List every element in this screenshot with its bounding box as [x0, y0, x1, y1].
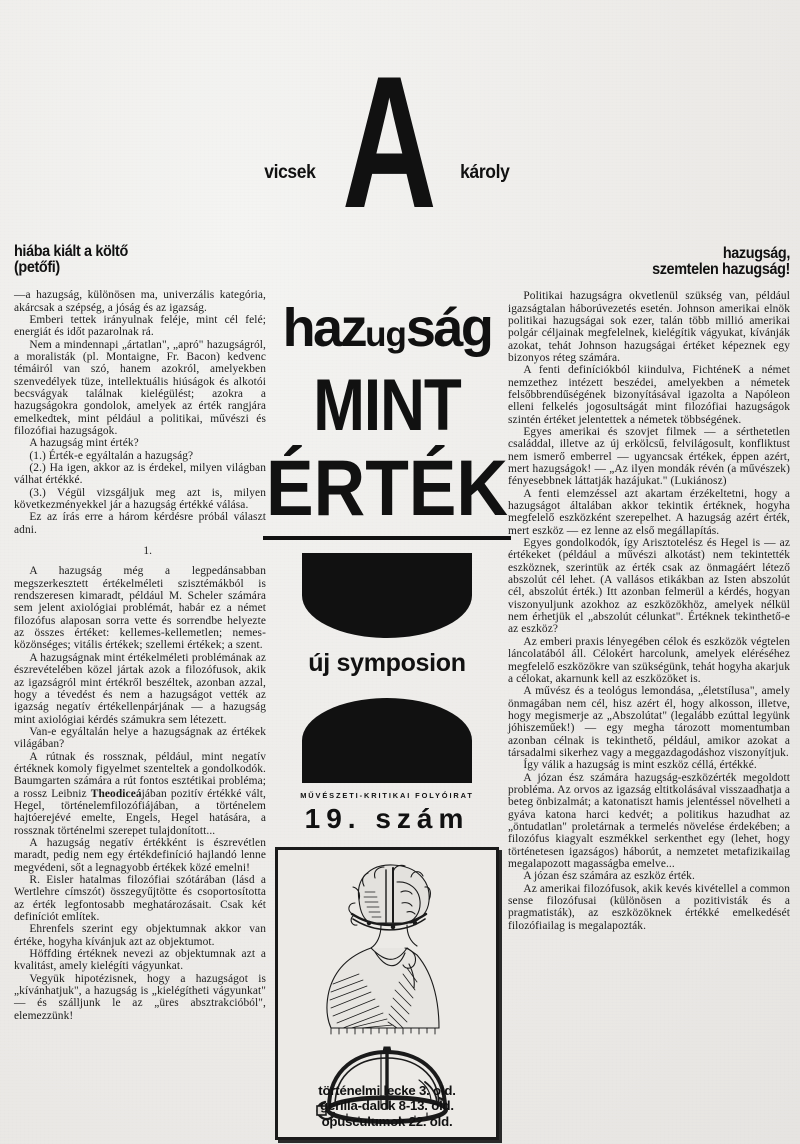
paragraph: (3.) Végül vizsgáljuk meg azt is, milyen következményekkel jár a hazugság értékké válása.: [14, 486, 266, 512]
illustration-box: [275, 847, 499, 1140]
paragraph: A művész és a teológus lemondása, „életstílusa", amely önmagában nem cél, hisz azért él, hogy alkosson, illetve, hogy megismerje az „Abszolútat" (legalább ezúttal legyünk jóhiszeműek!) — egy megha tározott momentumban azonban célnak is tekinthető, például, amikor azokat a társadalmi sikerhez vagy a meggazdagodáshoz viszonyítjuk.: [508, 685, 790, 759]
paragraph: Ez az írás erre a három kérdésre próbál választ adni.: [14, 511, 266, 536]
paragraph: A rútnak és rossznak, például, mint negatív értéknek komoly figyelmet szenteltek a gondolkodók. Baumgarten számára a rút fontos esztétikai probléma; a rossz Leibniz Theodiceájában pozitív értékké vált, Hegel, történelemfilozófiájában, a történelem hajtóerejévé emelte, Engels, Hegel hatására, a rossznak történelmi szerepet tulajdonított...: [14, 750, 266, 837]
paragraph: Ehrenfels szerint egy objektumnak akkor van értéke, hogyha kívánjuk azt az objektumot.: [14, 923, 266, 948]
paragraph: Vegyük hipotézisnek, hogy a hazugságot is „kívánhatjuk", a hazugság is „kielégítheti vágyunkat" — és szálljunk le az „üres absztrakcióból", elemezzünk!: [14, 972, 266, 1022]
right-kicker-line-1: hazugság,: [722, 245, 790, 262]
hazugsag-part-haz: haz: [282, 298, 366, 358]
masthead-title-block: [262, 36, 512, 308]
paragraph: Az amerikai filozófusok, akik kevés kivétellel a common sense filozófusai (különösen a pozitivisták és a pragmatisták), az eszközöknek értékké emelkedését filozófiailag is megalapozták.: [508, 882, 790, 932]
left-kicker-line-2: (petőfi): [14, 258, 60, 276]
paragraph: A hazugság negatív értékként is észrevétlen maradt, pedig nem egy értékdefiníció hajlandó lenne megvédeni, sőt a legnagyobb értékek közé emelni!: [14, 836, 266, 874]
paragraph: Politikai hazugságra okvetlenül szükség van, például igazságtalan háborúvezetés esetén. Johnson amerikai elnök politikai hazugságai sok ezer, talán több millió amerikai polgár céljainak megfelelnek, kielégítik vágyukat, kívánják azokat, tehát Johnson hazugságai értéket képeznek egy bizonyos réteg számára.: [508, 290, 790, 364]
paragraph: A hazugság mint érték?: [29, 437, 139, 450]
paragraph: Egyes amerikai és szovjet filmek — a sérthetetlen családdal, illetve az új erkölcsű, felvilágosult, konfliktust nem ismerő emberrel — ugyancsak értékek, éppen azért, mert hazugságok! — „Az ilyen mondák révén (a művészek) fényesebbnek láttatják hazájukat." (Lukiánosz): [508, 425, 790, 488]
section-marker: 1.: [143, 545, 153, 558]
issue-contents-list: [278, 1083, 496, 1129]
paragraph: (2.) Ha igen, akkor az is érdekel, milyen világban válhat értékké.: [14, 462, 266, 487]
paragraph: (1.) Érték-e egyáltalán a hazugság?: [29, 449, 194, 462]
right-kicker-line-2: szemtelen hazugság!: [652, 260, 790, 278]
paragraph: Van-e egyáltalán helye a hazugságnak az értékek világában?: [14, 725, 266, 751]
half-disc-top-shape: [302, 698, 472, 783]
paragraph: A hazugság még a legpedánsabban megszerkesztett értékelméleti szisztémákból is rendszeresen kimaradt, például M. Scheler számára sem jelent axiológiai problémát, habár ez a német filozófus alaposan sorra vette és sorrendbe helyezte az összes értéket: kellemes-kellemetlen; nemes-közönséges; vitális értékek; szellemi értékek; a szent.: [14, 565, 266, 652]
author-first-name: vicsek: [264, 162, 316, 183]
paragraph: A józan ész számára hazugság-eszközérték megoldott probléma. Az orvos az igazság eltitkolásával visszaadhatja a beteg önbizalmát; a katonatiszt hamis jelentéssel növelheti a gyáva katona harci kedvét; a politikus hazudhat az „öntudatlan" proletárnak a termelés növelése érdekében; a filozófus kiagyalt eszmékkel serkenthet egy (lehet, hogy történetesen igazságos) háborút, a nemzetet metafizikailag megalapozott magasságba emelve...: [508, 771, 790, 870]
hazugsag-part-ug: ug: [365, 315, 406, 354]
paragraph: —a hazugság, különösen ma, univerzális kategória, akárcsak a szépség, a jóság és az igazság.: [14, 289, 266, 314]
paragraph: Így válik a hazugság is mint eszköz céllá, értékké.: [523, 759, 757, 772]
paragraph: A józan ész számára az eszköz érték.: [523, 870, 695, 883]
contents-item-1: gerilla-dalok 8-13. old.: [320, 1098, 454, 1114]
right-article-column: [508, 246, 790, 932]
journal-subtitle: MŰVÉSZETI-KRITIKAI FOLYÓIRAT: [300, 791, 474, 800]
paragraph: Az emberi praxis lényegében célok és eszközök végtelen láncolatából áll. Célokért harcolunk, amelyek eléréséhez megfelelő eszközökre van szükségünk, tehát hogyha akarjuk a célokat, akarnunk kell az eszközöket is.: [508, 635, 790, 685]
contents-item-0: történelmi lecke 3. old.: [318, 1082, 456, 1098]
scolds-bridle-engraving-icon: [289, 856, 485, 1066]
hazugsag-part-sag: ság: [405, 298, 492, 358]
masthead-word-mint: MINT: [313, 365, 461, 447]
masthead-horizontal-rule: [263, 536, 511, 540]
left-column-kicker: [14, 244, 248, 275]
right-column-kicker: [528, 246, 790, 277]
masthead-word-hazugsag: [262, 298, 512, 368]
right-column-body: [508, 290, 790, 932]
emphasised-term: Theodiceá: [90, 787, 142, 800]
paragraph: A fenti elemzéssel azt akartam érzékeltetni, hogy a hazugságot általában akkor tekintik értéknek, hogyha megfelelő eszközként szerepelhet. A hazugság azért érték, mert eszköz — ez lenne az első megállapítás.: [508, 487, 790, 537]
left-article-column: [14, 244, 266, 1022]
masthead-byline: [262, 162, 512, 184]
paragraph: Egyes gondolkodók, így Arisztotelész és Hegel is — az értékeket (például a művészi alkotást) nem tekintették eszköznek, szerintük az érték csak az önmagáért létező abszolút cél lehet. (A vallásos etikákban az Isten abszolút cél, abszolút érték.) Itt azonban felmerül a kérdés, hogyan viszonyuljunk azokhoz az eszközökhöz, amelyek nélkül nem érhetjük el „abszolút célunkat". Értéknek tekinthető-e az eszköz?: [508, 537, 790, 636]
half-disc-bottom-shape: [302, 553, 472, 638]
paragraph: Höffding értéknek nevezi az objektumnak azt a kvalitást, amely kielégíti vágyunkat.: [14, 948, 266, 973]
author-last-name: károly: [460, 162, 510, 183]
masthead-column: [262, 36, 512, 1140]
paragraph: Nem a mindennapi „ártatlan", „apró" hazugságról, a moralisták (pl. Montaigne, Fr. Bacon) kedvenc témáiról van szó, hanem azokról, amelyekben szenvedélyek tüze, intellektuális hiúságok és alkotói becsvágyak találnak kielégülést; azokra a hazugságokra gondolok, amelyek az érték rangjára emelkedtek, mint például a politikai, művészi és filozófiai hazugságok.: [14, 338, 266, 437]
paragraph: A hazugságnak mint értékelméleti problémának az észrevételében közel jártak azok a filozófusok, akik az igazságról mint értékről beszéltek, azonban azzal, hogy a tévedést és nem a hazugságot vették az igazság negatív értékellenpárjának — a hazugság mint axiológiai kérdés számukra sem létezett.: [14, 651, 266, 726]
paragraph: A fenti definíciókból kiindulva, FichténeK a német nemzethez intézett beszédei, amelyekben a németek felsőbbrendűségének bizonyításával igazolta a Napóleon elleni felkelés jogosultságát mint filozófiai hazugságok szintén értéket jelentettek a németek többségének.: [508, 364, 790, 426]
masthead-big-letter-a: A: [342, 36, 432, 248]
issue-number: 19. szám: [304, 803, 470, 834]
contents-item-2: opusculumok 22. old.: [321, 1113, 453, 1129]
paragraph: R. Eisler hatalmas filozófiai szótárában (lásd a Wertlehre címszót) összegyűjtötte és csoportosította az érték legfontosabb meghatározásait. Csak két definíciót említek.: [14, 874, 266, 924]
left-column-body: [14, 289, 266, 1022]
left-kicker-line-1: hiába kiált a költő: [14, 243, 128, 260]
journal-name: új symposion: [308, 649, 466, 677]
masthead-word-ertek: ÉRTÉK: [266, 444, 508, 532]
paragraph: Emberi tettek irányulnak feléje, mint cél felé; energiát és időt pazarolnak rá.: [14, 313, 266, 339]
